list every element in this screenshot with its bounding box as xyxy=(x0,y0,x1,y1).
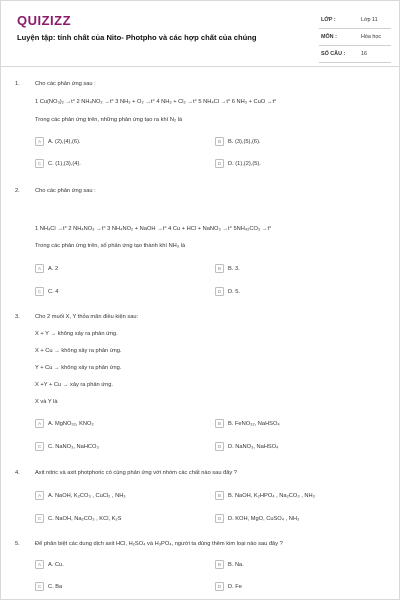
option-text: B. (3),(5),(6). xyxy=(228,138,261,145)
meta-row-subject xyxy=(319,29,391,46)
option-c[interactable] xyxy=(35,582,62,591)
option-letter: D xyxy=(215,442,224,451)
option-text: D. KOH, MgO, CuSO₄ , NH₃ xyxy=(228,515,300,522)
option-d[interactable] xyxy=(215,582,242,591)
option-c[interactable] xyxy=(35,287,58,296)
option-text: B. FeNO₃₂, NaHSO₄ xyxy=(228,420,280,427)
option-text: B. NaOH, K₂HPO₄ , Na₂CO₃ , NH₃ xyxy=(228,492,315,499)
option-d[interactable] xyxy=(215,442,278,451)
option-letter: D xyxy=(215,159,224,168)
option-letter: A xyxy=(35,137,44,146)
question-number: 1. xyxy=(15,81,20,87)
option-d[interactable] xyxy=(215,514,299,523)
question-line: X và Y là xyxy=(35,399,58,405)
quizizz-logo: QUIZIZZ xyxy=(17,13,72,28)
question-number: 3. xyxy=(15,314,20,320)
option-c[interactable] xyxy=(35,159,81,168)
option-letter: D xyxy=(215,582,224,591)
option-letter: D xyxy=(215,514,224,523)
question-text: Axit nitric và axit photphoric có cùng phản ứng với nhóm các chất nào sau đây ? xyxy=(35,470,237,476)
option-text: D. NaNO₃, NaHSO₄ xyxy=(228,443,279,450)
option-letter: C xyxy=(35,514,44,523)
meta-value: Lớp 11 xyxy=(361,17,378,23)
meta-box xyxy=(319,12,391,63)
option-text: B. Na. xyxy=(228,561,244,568)
question-text: Cho 2 muối X, Y thỏa mãn điều kiện sau: xyxy=(35,314,139,320)
option-text: C. NaOH, Na₂CO₃ , KCl, K₂S xyxy=(48,515,122,522)
question-number: 5. xyxy=(15,541,20,547)
option-text: A. 2 xyxy=(48,265,59,272)
question-line: X + Cu → không xảy ra phản ứng. xyxy=(35,348,122,354)
question-line: 1 NH₄Cl →t° 2 NH₄NO₃ →t° 3 NH₄NO₂ + NaOH →t° 4 Cu + HCl + NaNO₃ →t° 5NH₄₂CO₃ →t° xyxy=(35,226,272,232)
option-b[interactable] xyxy=(215,137,261,146)
option-letter: C xyxy=(35,442,44,451)
option-text: D. Fe xyxy=(228,583,242,590)
option-text: D. (1),(2),(5). xyxy=(228,160,261,167)
question-line: X + Y → không xảy ra phản ứng. xyxy=(35,331,118,337)
option-a[interactable] xyxy=(35,137,81,146)
option-text: D. 5. xyxy=(228,288,241,295)
meta-key: MÔN : xyxy=(321,34,337,40)
question-line: Y + Cu → không xảy ra phản ứng. xyxy=(35,365,122,371)
option-a[interactable] xyxy=(35,560,64,569)
question-number: 4. xyxy=(15,470,20,476)
option-letter: A xyxy=(35,264,44,273)
question-line: X +Y + Cu → xảy ra phản ứng. xyxy=(35,382,114,388)
question-line: Trong các phản ứng trên, những phản ứng tạo ra khí N₂ là xyxy=(35,117,183,123)
header-divider xyxy=(1,66,400,67)
option-c[interactable] xyxy=(35,442,99,451)
question-number: 2. xyxy=(15,188,20,194)
option-letter: B xyxy=(215,491,224,500)
question-line: 1 Cu(NO₃)₂ →t° 2 NH₄NO₂ →t° 3 NH₃ + O₂ →t° 4 NH₃ + Cl₂ →t° 5 NH₄Cl →t° 6 NH₃ + CuO →t° xyxy=(35,99,277,105)
meta-key: LỚP : xyxy=(321,17,336,23)
option-a[interactable] xyxy=(35,264,58,273)
option-b[interactable] xyxy=(215,560,244,569)
option-d[interactable] xyxy=(215,287,240,296)
option-text: A. Cu. xyxy=(48,561,64,568)
option-letter: D xyxy=(215,287,224,296)
option-letter: A xyxy=(35,419,44,428)
meta-row-class xyxy=(319,12,391,29)
question-text: Cho các phản ứng sau : xyxy=(35,81,96,87)
meta-value: Hóa học xyxy=(361,34,382,40)
option-a[interactable] xyxy=(35,491,126,500)
option-letter: C xyxy=(35,287,44,296)
option-b[interactable] xyxy=(215,491,315,500)
option-letter: B xyxy=(215,264,224,273)
option-letter: A xyxy=(35,491,44,500)
question-line: Trong các phản ứng trên, số phản ứng tạo thành khí NH₃ là xyxy=(35,243,186,249)
option-text: C. Ba xyxy=(48,583,63,590)
option-text: C. 4 xyxy=(48,288,59,295)
option-text: C. (1),(3),(4). xyxy=(48,160,81,167)
option-d[interactable] xyxy=(215,159,261,168)
meta-row-count xyxy=(319,46,391,63)
option-text: B. 3. xyxy=(228,265,240,272)
option-letter: B xyxy=(215,560,224,569)
meta-value: 16 xyxy=(361,51,367,57)
option-b[interactable] xyxy=(215,419,280,428)
option-a[interactable] xyxy=(35,419,94,428)
question-text: Để phân biệt các dung dịch axit HCl, H₂SO₄ và H₃PO₄, người ta dùng thêm kim loại nào sau đây ? xyxy=(35,541,283,547)
option-text: A. MgNO₃₂, KNO₃ xyxy=(48,420,94,427)
option-text: A. NaOH, K₂CO₃ , CuCl₂ , NH₃ xyxy=(48,492,126,499)
option-text: A. (2),(4),(6). xyxy=(48,138,81,145)
option-letter: B xyxy=(215,419,224,428)
question-text: Cho các phản ứng sau : xyxy=(35,188,96,194)
option-c[interactable] xyxy=(35,514,121,523)
option-letter: C xyxy=(35,159,44,168)
page-title: Luyện tập: tính chất của Nito- Photpho và các hợp chất của chúng xyxy=(17,33,257,42)
meta-key: SỐ CÂU : xyxy=(321,51,346,57)
option-text: C. NaNO₃, NaHCO₃ xyxy=(48,443,99,450)
option-letter: A xyxy=(35,560,44,569)
option-b[interactable] xyxy=(215,264,240,273)
option-letter: C xyxy=(35,582,44,591)
option-letter: B xyxy=(215,137,224,146)
